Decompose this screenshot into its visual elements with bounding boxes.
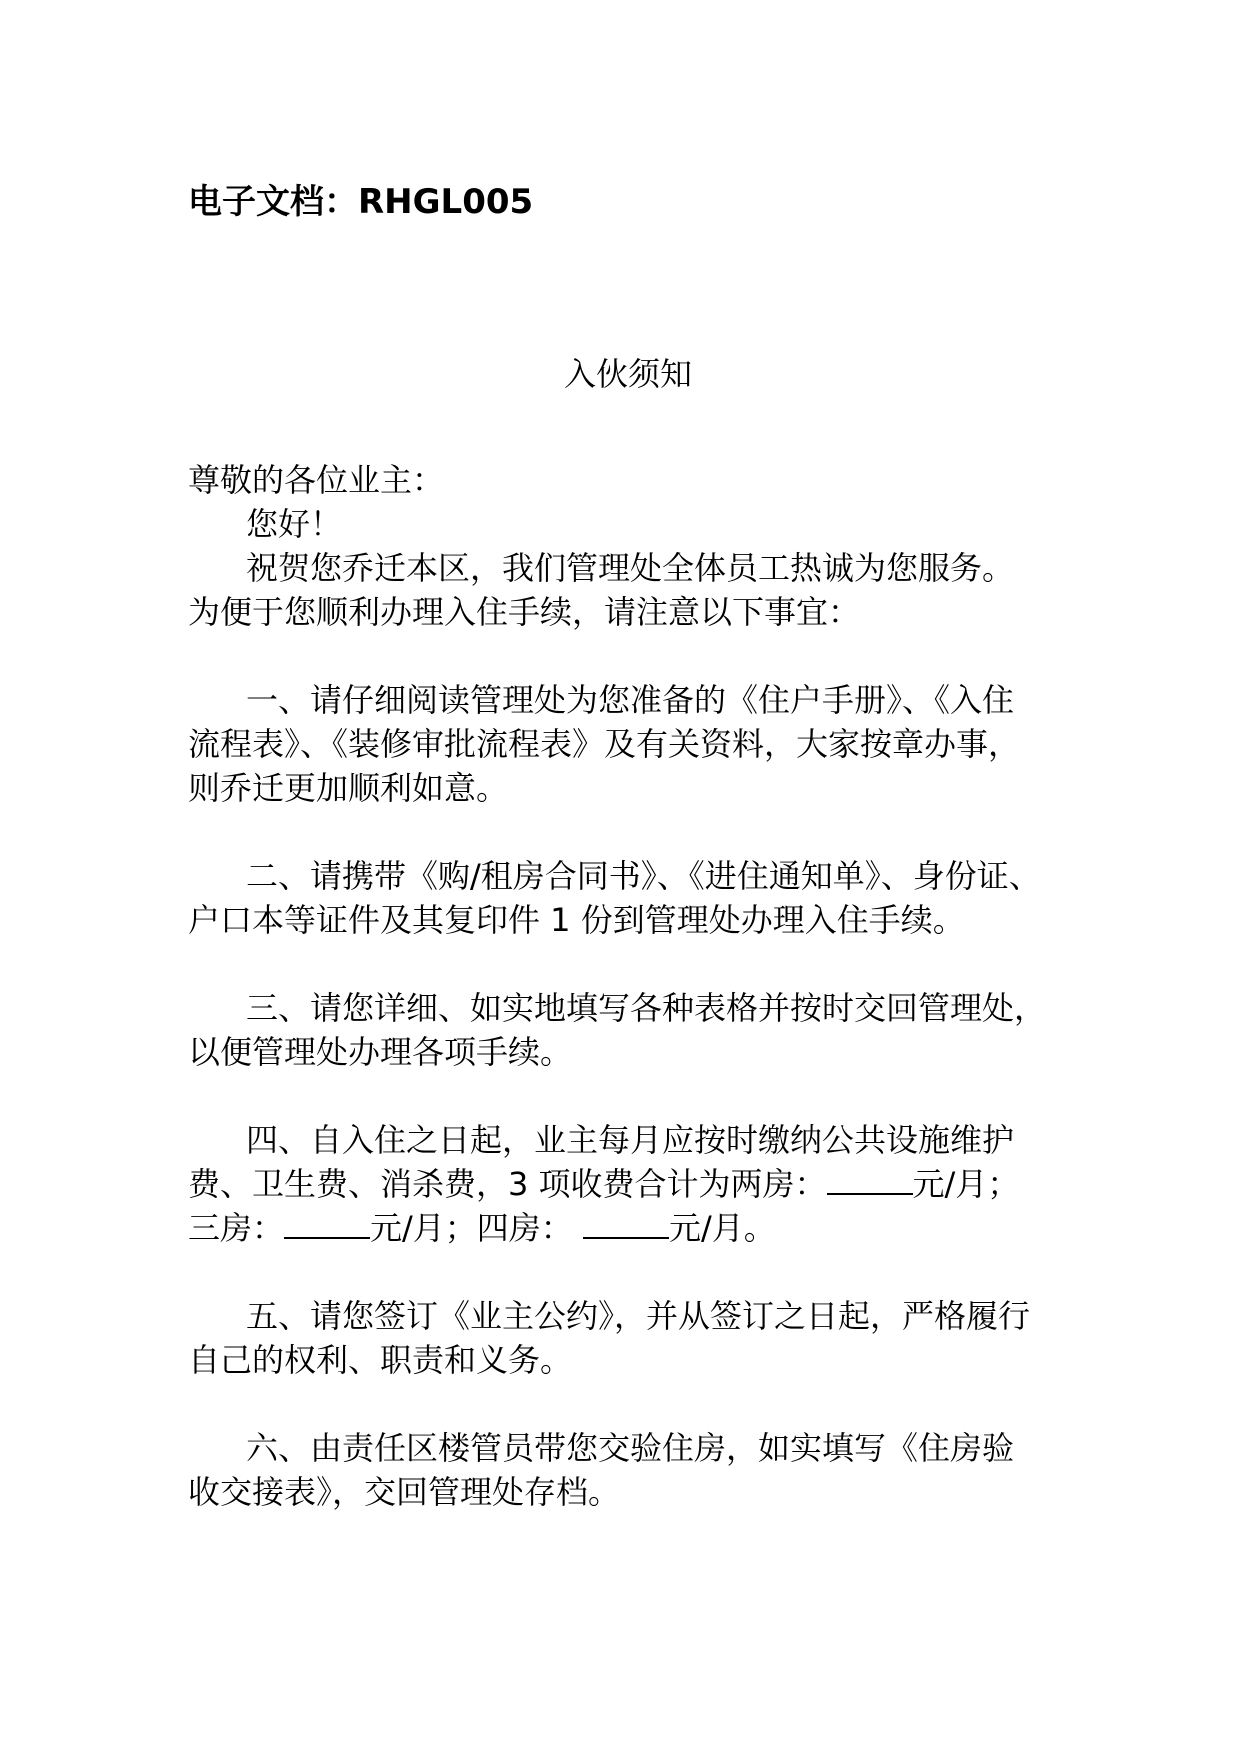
item-2-paragraph	[188, 854, 1068, 942]
item-6-line: 收交接表》，交回管理处存档。	[188, 1473, 621, 1511]
item-4-text: 费、卫生费、消杀费，3 项收费合计为两房：	[188, 1165, 827, 1203]
intro-line: 祝贺您乔迁本区，我们管理处全体员工热诚为您服务。	[246, 549, 1015, 587]
item-5-line: 五、请您签订《业主公约》，并从签订之日起，严格履行	[246, 1297, 1031, 1335]
document-body	[188, 458, 1068, 1514]
item-1-line: 一、请仔细阅读管理处为您准备的《住户手册》、《入住	[246, 681, 1015, 719]
item-4-text: 三房：	[188, 1209, 285, 1247]
paragraph-gap	[188, 810, 1068, 854]
document-title: 入伙须知	[563, 355, 692, 393]
item-2-line: 二、请携带《购/租房合同书》、《进住通知单》、身份证、	[246, 857, 1041, 895]
item-4-line	[188, 1162, 1068, 1206]
three-room-fee-blank[interactable]	[284, 1207, 370, 1239]
item-4-line: 四、自入住之日起，业主每月应按时缴纳公共设施维护	[246, 1121, 1015, 1159]
document-page	[188, 0, 1068, 1754]
paragraph-gap	[188, 942, 1068, 986]
item-4-paragraph	[188, 1118, 1068, 1250]
paragraph-gap	[188, 634, 1068, 678]
two-room-fee-blank[interactable]	[827, 1163, 913, 1195]
item-4-text: 元/月；四房：	[370, 1209, 573, 1247]
item-4-text: 元/月；	[912, 1165, 1020, 1203]
item-4-line	[188, 1206, 1068, 1250]
paragraph-gap	[188, 1250, 1068, 1294]
item-1-paragraph	[188, 678, 1068, 810]
item-6-paragraph	[188, 1426, 1068, 1514]
item-3-line: 以便管理处办理各项手续。	[188, 1033, 573, 1071]
item-5-line: 自己的权利、职责和义务。	[188, 1341, 573, 1379]
salutation: 尊敬的各位业主：	[188, 461, 445, 499]
item-4-text: 元/月。	[668, 1209, 776, 1247]
item-3-line: 三、请您详细、如实地填写各种表格并按时交回管理处，	[246, 989, 1047, 1027]
item-1-line: 流程表》、《装修审批流程表》及有关资料，大家按章办事，	[188, 725, 1021, 763]
paragraph-gap	[188, 1382, 1068, 1426]
item-2-line: 户口本等证件及其复印件 1 份到管理处办理入住手续。	[188, 901, 965, 939]
item-3-paragraph	[188, 986, 1068, 1074]
item-6-line: 六、由责任区楼管员带您交验住房，如实填写《住房验	[246, 1429, 1015, 1467]
document-id: 电子文档：RHGL005	[188, 182, 534, 222]
paragraph-gap	[188, 1074, 1068, 1118]
intro-line: 为便于您顺利办理入住手续，请注意以下事宜：	[188, 593, 861, 631]
greeting: 您好！	[246, 505, 343, 543]
item-1-line: 则乔迁更加顺利如意。	[188, 769, 509, 807]
item-5-paragraph	[188, 1294, 1068, 1382]
four-room-fee-blank[interactable]	[583, 1207, 669, 1239]
